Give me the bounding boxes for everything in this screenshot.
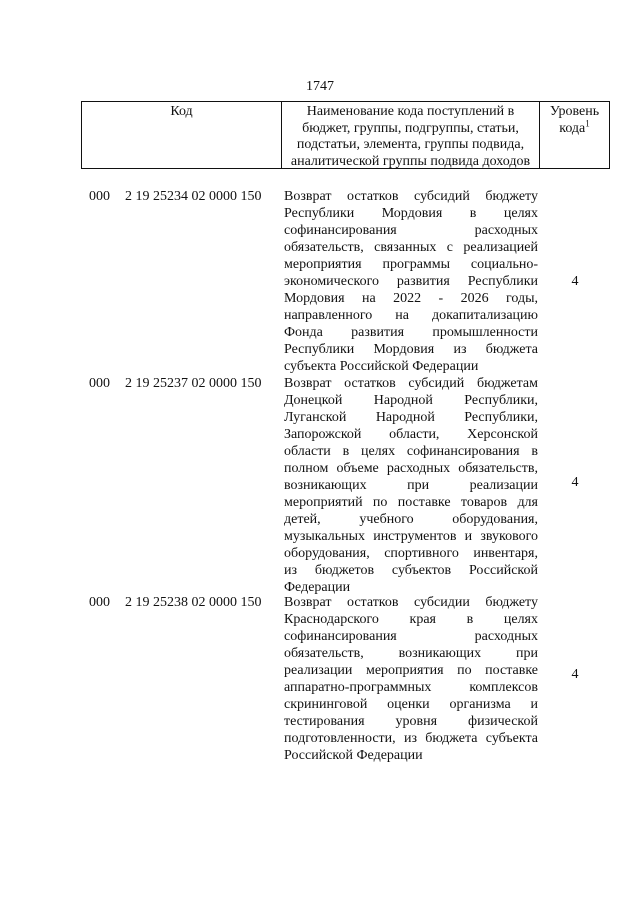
description-line: Федерации <box>284 580 351 595</box>
header-name-line: подстатьи, элемента, группы подвида, <box>296 137 525 152</box>
description-line: Возврат остатков субсидии бюджету <box>284 595 538 610</box>
description-line: софинансирования расходных <box>284 629 538 644</box>
description-line: обязательств, связанных с реализацией <box>284 240 538 255</box>
description-line: субъекта Российской Федерации <box>284 359 479 374</box>
description-line: возникающих при реализации <box>284 478 538 493</box>
description-line: Краснодарского края в целях <box>284 612 538 627</box>
description-line: Донецкой Народной Республики, <box>284 393 538 408</box>
header-name-line: бюджет, группы, подгруппы, статьи, <box>302 120 519 136</box>
page-number: 1747 <box>306 79 334 94</box>
header-level-label-line2 <box>540 117 609 138</box>
row-description <box>284 594 538 764</box>
description-line: оборудования, спортивного инвентаря, <box>284 546 538 561</box>
description-line: из бюджетов субъектов Российской <box>284 563 538 578</box>
description-line: Мордовия на 2022 - 2026 годы, <box>284 291 538 306</box>
description-line: Республики Мордовия в целях <box>284 206 538 221</box>
header-level-label: Уровень <box>549 104 600 119</box>
description-line: реализации мероприятия по поставке <box>284 663 538 678</box>
description-line: направленного на докапитализацию <box>284 308 538 323</box>
revenue-code: 2 19 25234 02 0000 150 <box>125 189 262 204</box>
gov-code: 000 <box>89 595 110 610</box>
description-line: Республики Мордовия из бюджета <box>284 342 538 357</box>
description-line: Возврат остатков субсидий бюджету <box>284 189 538 204</box>
revenue-code: 2 19 25237 02 0000 150 <box>125 376 262 391</box>
description-line: Возврат остатков субсидий бюджетам <box>284 376 538 391</box>
description-line: скрининговой оценки организма и <box>284 697 538 712</box>
header-code-label: Код <box>170 104 193 119</box>
description-line: аппаратно-программных комплексов <box>284 680 538 695</box>
code-level: 4 <box>571 274 579 289</box>
description-line: тестирования уровня физической <box>284 714 538 729</box>
header-code-cell <box>81 102 281 168</box>
gov-code: 000 <box>89 376 110 391</box>
description-line: области в целях софинансирования в <box>284 444 538 459</box>
code-level: 4 <box>571 475 579 490</box>
code-level: 4 <box>571 667 579 682</box>
header-name-line: Наименование кода поступлений в <box>306 104 515 119</box>
table-header <box>81 101 610 169</box>
header-name-cell <box>281 102 539 168</box>
description-line: полном объеме расходных обязательств, <box>284 461 538 476</box>
header-level-label-text: кода <box>559 120 586 136</box>
description-line: Российской Федерации <box>284 748 423 763</box>
description-line: Запорожской области, Херсонской <box>284 427 538 442</box>
description-line: подготовленности, из бюджета субъекта <box>284 731 538 746</box>
row-description <box>284 188 538 375</box>
footnote-marker: 1 <box>585 117 590 128</box>
header-level-cell <box>539 102 610 168</box>
description-line: софинансирования расходных <box>284 223 538 238</box>
revenue-code: 2 19 25238 02 0000 150 <box>125 595 262 610</box>
description-line: детей, учебного оборудования, <box>284 512 538 527</box>
description-line: мероприятий по поставке товаров для <box>284 495 538 510</box>
description-line: экономического развития Республики <box>284 274 538 289</box>
row-description <box>284 375 538 596</box>
description-line: мероприятия программы социально- <box>284 257 538 272</box>
description-line: обязательств, возникающих при <box>284 646 538 661</box>
description-line: Фонда развития промышленности <box>284 325 538 340</box>
header-name-line: аналитической группы подвида доходов <box>290 153 531 168</box>
description-line: музыкальных инструментов и звукового <box>284 529 538 544</box>
description-line: Луганской Народной Республики, <box>284 410 538 425</box>
gov-code: 000 <box>89 189 110 204</box>
